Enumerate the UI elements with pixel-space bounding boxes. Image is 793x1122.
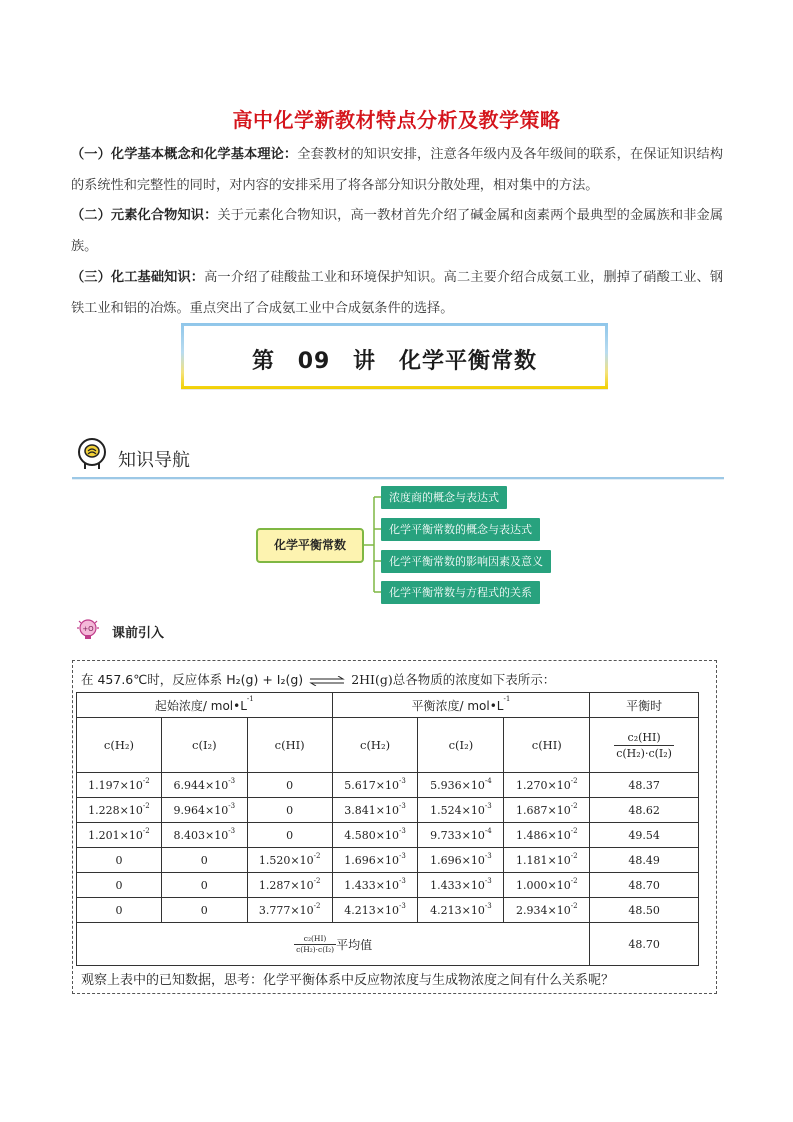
table-cell: $4.580\times 10^{-3}$ bbox=[332, 823, 418, 848]
table-cell: $1.696\times 10^{-3}$ bbox=[418, 848, 504, 873]
table-row bbox=[77, 898, 699, 923]
table-cell: 0 bbox=[77, 848, 162, 873]
knowledge-nav-title: 知识导航 bbox=[118, 450, 190, 471]
lesson-banner bbox=[181, 323, 608, 389]
table-cell: $1.524\times 10^{-3}$ bbox=[418, 798, 504, 823]
table-cell: 0 bbox=[161, 848, 247, 873]
col-header: c(HI) bbox=[247, 718, 332, 773]
table-cell: 48.70 bbox=[590, 873, 699, 898]
mindmap-branch: 化学平衡常数的影响因素及意义 bbox=[381, 550, 551, 573]
equilibrium-arrow-icon bbox=[309, 676, 345, 686]
paragraph-text: 高一介绍了硅酸盐工业和环境保护知识。高二主要介绍合成氨工业，删掉了硝酸工业、钢铁工业和铝的冶炼。重点突出了合成氨工业中合成氨条件的选择。 bbox=[71, 270, 724, 316]
mindmap-branch: 浓度商的概念与表达式 bbox=[381, 486, 507, 509]
table-cell: $9.733\times 10^{-4}$ bbox=[418, 823, 504, 848]
paragraph-label: （三）化工基础知识： bbox=[71, 270, 205, 285]
table-cell: $1.696\times 10^{-3}$ bbox=[332, 848, 418, 873]
average-label-cell: $\frac{\text{c₂(HI)}}{\text{c(H₂)·c(I₂)}}$ 平均值 bbox=[77, 923, 590, 966]
paragraph-label: （一）化学基本概念和化学基本理论： bbox=[71, 147, 298, 162]
table-cell: $1.520\times 10^{-2}$ bbox=[247, 848, 332, 873]
table-row bbox=[77, 873, 699, 898]
table-cell: 0 bbox=[77, 898, 162, 923]
table-cell: $1.228\times 10^{-2}$ bbox=[77, 798, 162, 823]
table-cell: 48.50 bbox=[590, 898, 699, 923]
paragraph-text: 全套教材的知识安排，注意各年级内及各年级间的联系，在保证知识结构的系统性和完整性的同时，对内容的安排采用了将各部分知识分散处理，相对集中的方法。 bbox=[71, 147, 724, 193]
table-row bbox=[77, 823, 699, 848]
table-cell: $1.197\times 10^{-2}$ bbox=[77, 773, 162, 798]
table-cell: $1.181\times 10^{-2}$ bbox=[504, 848, 590, 873]
header-equilibrium: 平衡浓度/ $mol•L^{-1}$ bbox=[332, 693, 590, 718]
table-cell: $1.687\times 10^{-2}$ bbox=[504, 798, 590, 823]
table-cell: $6.944\times 10^{-3}$ bbox=[161, 773, 247, 798]
table-cell: $1.000\times 10^{-2}$ bbox=[504, 873, 590, 898]
average-value: 48.70 bbox=[590, 923, 699, 966]
paragraph-text: 关于元素化合物知识，高一教材首先介绍了碱金属和卤素两个最典型的金属族和非金属族。 bbox=[71, 208, 724, 254]
mindmap-root: 化学平衡常数 bbox=[256, 528, 364, 563]
lightbulb-icon bbox=[76, 617, 102, 643]
intro-paragraph-3 bbox=[71, 262, 723, 324]
intro-paragraph-2 bbox=[71, 200, 723, 262]
table-cell: $3.841\times 10^{-3}$ bbox=[332, 798, 418, 823]
table-cell: $5.936\times 10^{-4}$ bbox=[418, 773, 504, 798]
header-initial: 起始浓度/ $mol•L^{-1}$ bbox=[77, 693, 333, 718]
table-cell: 49.54 bbox=[590, 823, 699, 848]
table-row bbox=[77, 848, 699, 873]
table-cell: $1.433\times 10^{-3}$ bbox=[418, 873, 504, 898]
table-cell: $1.270\times 10^{-2}$ bbox=[504, 773, 590, 798]
table-cell: 0 bbox=[77, 873, 162, 898]
table-cell: $1.287\times 10^{-2}$ bbox=[247, 873, 332, 898]
lightbulb-head-icon bbox=[74, 436, 110, 472]
table-cell: 48.62 bbox=[590, 798, 699, 823]
lesson-title: 第 09 讲 化学平衡常数 bbox=[252, 349, 537, 374]
header-eq-time: 平衡时 bbox=[590, 693, 699, 718]
table-cell: 48.37 bbox=[590, 773, 699, 798]
paragraph-label: （二）元素化合物知识： bbox=[71, 208, 218, 223]
svg-text:+O: +O bbox=[82, 625, 94, 633]
table-cell: $9.964\times 10^{-3}$ bbox=[161, 798, 247, 823]
mindmap-branch: 化学平衡常数的概念与表达式 bbox=[381, 518, 540, 541]
table-cell: 0 bbox=[247, 823, 332, 848]
table-cell: 48.49 bbox=[590, 848, 699, 873]
page-title: 高中化学新教材特点分析及教学策略 bbox=[232, 108, 561, 132]
table-row bbox=[77, 798, 699, 823]
reaction-statement: 在 457.6℃时，反应体系 H₂(g) + I₂(g) 2HI(g)总各物质的浓度如下表所示： bbox=[81, 672, 556, 687]
table-cell: $5.617\times 10^{-3}$ bbox=[332, 773, 418, 798]
intro-paragraph-1 bbox=[71, 139, 723, 201]
nav-divider-shadow bbox=[72, 479, 724, 480]
col-header: c(HI) bbox=[504, 718, 590, 773]
table-cell: 0 bbox=[247, 773, 332, 798]
table-body bbox=[77, 773, 699, 923]
col-header: c(H₂) bbox=[332, 718, 418, 773]
table-cell: $1.201\times 10^{-2}$ bbox=[77, 823, 162, 848]
table-cell: $1.433\times 10^{-3}$ bbox=[332, 873, 418, 898]
table-cell: 0 bbox=[161, 873, 247, 898]
concentration-table bbox=[76, 692, 699, 966]
mindmap-branch: 化学平衡常数与方程式的关系 bbox=[381, 581, 540, 604]
col-header-ratio: $\frac{\text{c₂(HI)}}{\text{c(H₂)·c(I₂)}}$ bbox=[590, 718, 699, 773]
table-cell: $4.213\times 10^{-3}$ bbox=[418, 898, 504, 923]
table-cell: $4.213\times 10^{-3}$ bbox=[332, 898, 418, 923]
reflection-question: 观察上表中的已知数据，思考：化学平衡体系中反应物浓度与生成物浓度之间有什么关系呢？ bbox=[81, 973, 615, 988]
pre-class-title: 课前引入 bbox=[112, 626, 165, 641]
table-cell: 0 bbox=[247, 798, 332, 823]
table-cell: $1.486\times 10^{-2}$ bbox=[504, 823, 590, 848]
col-header: c(I₂) bbox=[418, 718, 504, 773]
table-cell: 0 bbox=[161, 898, 247, 923]
table-row bbox=[77, 773, 699, 798]
table-cell: $3.777\times 10^{-2}$ bbox=[247, 898, 332, 923]
table-cell: $2.934\times 10^{-2}$ bbox=[504, 898, 590, 923]
col-header: c(I₂) bbox=[161, 718, 247, 773]
col-header: c(H₂) bbox=[77, 718, 162, 773]
table-cell: $8.403\times 10^{-3}$ bbox=[161, 823, 247, 848]
knowledge-nav-header bbox=[72, 432, 724, 478]
